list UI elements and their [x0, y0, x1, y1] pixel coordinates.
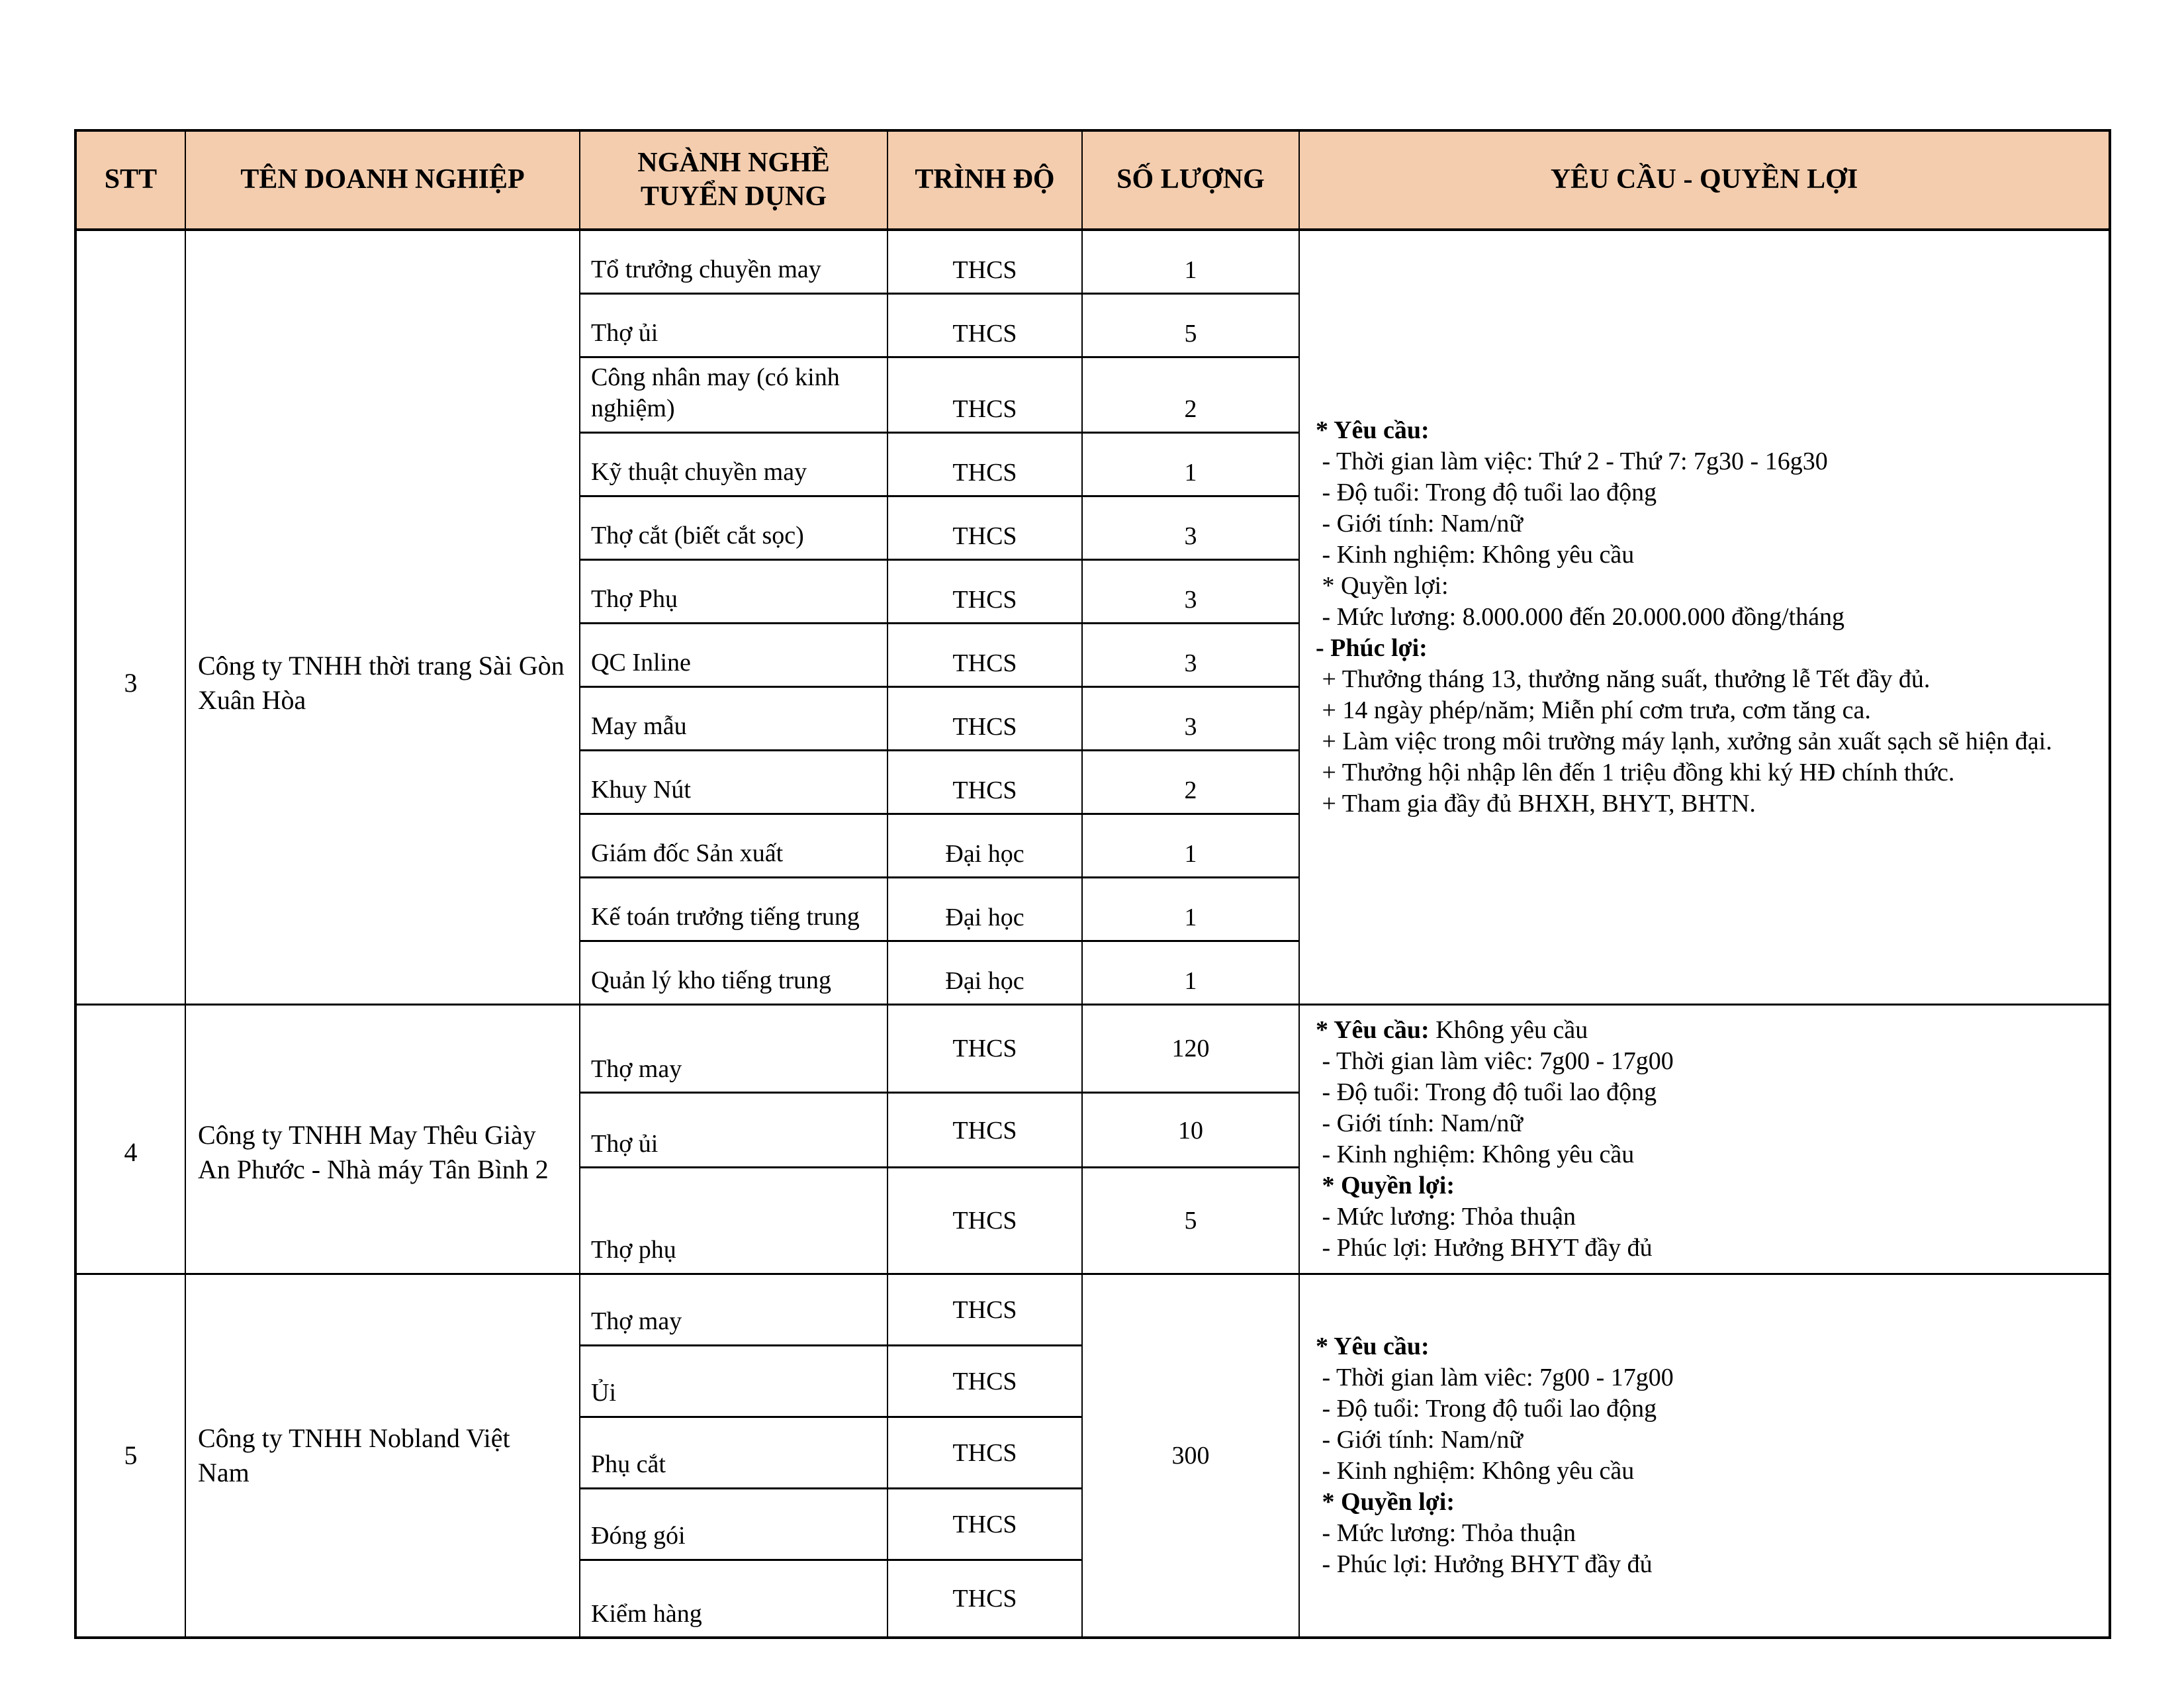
position-cell: Thợ phụ — [580, 1168, 887, 1274]
requirement-text: - Kinh nghiệm: Không yêu cầu — [1316, 540, 1635, 569]
requirement-text: + 14 ngày phép/năm; Miễn phí cơm trưa, cơm tăng ca. — [1316, 696, 1871, 724]
education-level-cell: THCS — [887, 1004, 1082, 1093]
requirement-line — [1316, 1233, 2091, 1264]
quantity-cell: 1 — [1082, 941, 1299, 1004]
requirements-cell — [1299, 230, 2110, 1004]
requirement-text: - Giới tính: Nam/nữ — [1316, 1425, 1523, 1454]
position-cell: Kế toán trưởng tiếng trung — [580, 877, 887, 941]
education-level-cell: THCS — [887, 750, 1082, 814]
requirement-line — [1316, 788, 2091, 820]
education-level-cell: THCS — [887, 1560, 1082, 1638]
requirement-line — [1316, 1549, 2091, 1580]
position-cell: Thợ ủi — [580, 1093, 887, 1168]
requirement-text: - Kinh nghiệm: Không yêu cầu — [1316, 1456, 1635, 1485]
requirement-line — [1316, 1393, 2091, 1425]
table-row — [75, 230, 2110, 293]
education-level-cell: THCS — [887, 1168, 1082, 1274]
position-cell: Thợ may — [580, 1004, 887, 1093]
position-cell: Công nhân may (có kinh nghiệm) — [580, 357, 887, 432]
requirement-text: + Làm việc trong môi trường máy lạnh, xưởng sản xuất sạch sẽ hiện đại. — [1316, 727, 2052, 755]
requirement-line — [1316, 1518, 2091, 1549]
requirement-line — [1316, 446, 2091, 477]
education-level-cell: THCS — [887, 623, 1082, 686]
education-level-cell: THCS — [887, 293, 1082, 357]
position-cell: Thợ Phụ — [580, 559, 887, 623]
position-cell: Đóng gói — [580, 1488, 887, 1560]
education-level-cell: THCS — [887, 357, 1082, 432]
requirement-text: - Mức lương: Thỏa thuận — [1316, 1202, 1576, 1231]
header-cell-requirements: YÊU CẦU - QUYỀN LỢI — [1299, 130, 2110, 230]
position-cell: Khuy Nút — [580, 750, 887, 814]
table-row — [75, 1274, 2110, 1345]
requirements-cell — [1299, 1274, 2110, 1638]
table-header — [75, 130, 2110, 230]
company-name-cell: Công ty TNHH May Thêu Giày An Phước - Nhà máy Tân Bình 2 — [185, 1004, 580, 1274]
company-group — [75, 1274, 2110, 1638]
education-level-cell: THCS — [887, 496, 1082, 559]
requirement-text: + Thưởng tháng 13, thưởng năng suất, thưởng lễ Tết đầy đủ. — [1316, 665, 1931, 693]
requirement-line — [1316, 1077, 2091, 1108]
requirements-cell — [1299, 1004, 2110, 1274]
requirement-line — [1316, 508, 2091, 539]
education-level-cell: THCS — [887, 230, 1082, 293]
requirement-text: - Giới tính: Nam/nữ — [1316, 1109, 1523, 1137]
position-cell: Kiểm hàng — [580, 1560, 887, 1638]
education-level-cell: THCS — [887, 1417, 1082, 1488]
requirement-text: - Mức lương: Thỏa thuận — [1316, 1519, 1576, 1547]
header-cell-position: NGÀNH NGHỀ TUYỂN DỤNG — [580, 130, 887, 230]
quantity-cell: 5 — [1082, 293, 1299, 357]
requirement-text: - Thời gian làm việc: Thứ 2 - Thứ 7: 7g30 - 16g30 — [1316, 447, 1828, 475]
education-level-cell: Đại học — [887, 814, 1082, 877]
requirement-line — [1316, 602, 2091, 633]
requirement-line — [1316, 1331, 2091, 1362]
company-name-cell: Công ty TNHH thời trang Sài Gòn Xuân Hòa — [185, 230, 580, 1004]
requirement-text: + Thưởng hội nhập lên đến 1 triệu đồng khi ký HĐ chính thức. — [1316, 758, 1955, 786]
quantity-cell: 3 — [1082, 623, 1299, 686]
requirement-text-bold: * Yêu cầu: — [1316, 416, 1430, 444]
requirement-line — [1316, 539, 2091, 571]
education-level-cell: Đại học — [887, 877, 1082, 941]
quantity-cell: 2 — [1082, 357, 1299, 432]
table-row — [75, 1004, 2110, 1093]
requirement-line — [1316, 1046, 2091, 1077]
requirement-text: - Mức lương: 8.000.000 đến 20.000.000 đồng/tháng — [1316, 602, 1845, 631]
stt-cell: 5 — [75, 1274, 185, 1638]
requirement-text-bold: * Quyền lợi: — [1316, 1487, 1455, 1516]
company-group — [75, 230, 2110, 1004]
position-cell: Tổ trưởng chuyền may — [580, 230, 887, 293]
position-cell: QC Inline — [580, 623, 887, 686]
header-row — [75, 130, 2110, 230]
company-name-cell: Công ty TNHH Nobland Việt Nam — [185, 1274, 580, 1638]
quantity-cell: 5 — [1082, 1168, 1299, 1274]
quantity-cell: 1 — [1082, 877, 1299, 941]
requirement-text: + Tham gia đầy đủ BHXH, BHYT, BHTN. — [1316, 789, 1756, 818]
requirement-line — [1316, 1487, 2091, 1518]
position-cell: Quản lý kho tiếng trung — [580, 941, 887, 1004]
requirement-line — [1316, 477, 2091, 508]
header-cell-stt: STT — [75, 130, 185, 230]
requirement-line — [1316, 571, 2091, 602]
requirement-line — [1316, 1139, 2091, 1170]
requirement-text-bold: - Phúc lợi: — [1316, 633, 1428, 662]
header-cell-quantity: SỐ LƯỢNG — [1082, 130, 1299, 230]
requirement-line — [1316, 1170, 2091, 1201]
requirement-line — [1316, 757, 2091, 788]
position-cell: Thợ ủi — [580, 293, 887, 357]
position-cell: Ủi — [580, 1345, 887, 1417]
stt-cell: 4 — [75, 1004, 185, 1274]
quantity-cell: 120 — [1082, 1004, 1299, 1093]
quantity-cell: 300 — [1082, 1274, 1299, 1638]
position-cell: Thợ cắt (biết cắt sọc) — [580, 496, 887, 559]
requirement-line — [1316, 1362, 2091, 1393]
position-cell: Phụ cắt — [580, 1417, 887, 1488]
requirement-text-bold: * Quyền lợi: — [1316, 1171, 1455, 1199]
education-level-cell: THCS — [887, 686, 1082, 750]
education-level-cell: Đại học — [887, 941, 1082, 1004]
education-level-cell: THCS — [887, 432, 1082, 496]
quantity-cell: 3 — [1082, 496, 1299, 559]
requirement-text: - Kinh nghiệm: Không yêu cầu — [1316, 1140, 1635, 1168]
requirement-line — [1316, 1425, 2091, 1456]
requirement-text: * Quyền lợi: — [1316, 571, 1449, 600]
requirement-text: - Thời gian làm viêc: 7g00 - 17g00 — [1316, 1047, 1674, 1075]
education-level-cell: THCS — [887, 1488, 1082, 1560]
requirement-line — [1316, 726, 2091, 757]
requirement-line — [1316, 1108, 2091, 1139]
requirement-text: - Độ tuổi: Trong độ tuổi lao động — [1316, 478, 1657, 506]
stt-cell: 3 — [75, 230, 185, 1004]
quantity-cell: 10 — [1082, 1093, 1299, 1168]
quantity-cell: 1 — [1082, 814, 1299, 877]
requirement-line — [1316, 664, 2091, 695]
position-cell: Giám đốc Sản xuất — [580, 814, 887, 877]
header-cell-level: TRÌNH ĐỘ — [887, 130, 1082, 230]
requirement-line — [1316, 633, 2091, 664]
requirement-text: - Giới tính: Nam/nữ — [1316, 509, 1523, 538]
quantity-cell: 2 — [1082, 750, 1299, 814]
requirement-line — [1316, 1015, 2091, 1046]
education-level-cell: THCS — [887, 559, 1082, 623]
requirement-text-bold: * Yêu cầu: — [1316, 1015, 1430, 1044]
education-level-cell: THCS — [887, 1093, 1082, 1168]
requirement-text: - Độ tuổi: Trong độ tuổi lao động — [1316, 1078, 1657, 1106]
requirement-text: - Độ tuổi: Trong độ tuổi lao động — [1316, 1394, 1657, 1423]
requirement-line — [1316, 415, 2091, 446]
position-cell: May mẫu — [580, 686, 887, 750]
requirement-text: - Thời gian làm viêc: 7g00 - 17g00 — [1316, 1363, 1674, 1391]
quantity-cell: 3 — [1082, 686, 1299, 750]
quantity-cell: 3 — [1082, 559, 1299, 623]
requirement-line — [1316, 1456, 2091, 1487]
requirement-text: - Phúc lợi: Hưởng BHYT đầy đủ — [1316, 1233, 1653, 1262]
company-group — [75, 1004, 2110, 1274]
quantity-cell: 1 — [1082, 230, 1299, 293]
requirement-text-bold: * Yêu cầu: — [1316, 1332, 1430, 1360]
requirement-line — [1316, 1201, 2091, 1233]
requirement-text: - Phúc lợi: Hưởng BHYT đầy đủ — [1316, 1550, 1653, 1578]
header-cell-company: TÊN DOANH NGHIỆP — [185, 130, 580, 230]
requirement-line — [1316, 695, 2091, 726]
position-cell: Kỹ thuật chuyền may — [580, 432, 887, 496]
job-table — [74, 129, 2111, 1639]
quantity-cell: 1 — [1082, 432, 1299, 496]
requirement-text: Không yêu cầu — [1429, 1015, 1588, 1044]
education-level-cell: THCS — [887, 1345, 1082, 1417]
position-cell: Thợ may — [580, 1274, 887, 1345]
education-level-cell: THCS — [887, 1274, 1082, 1345]
